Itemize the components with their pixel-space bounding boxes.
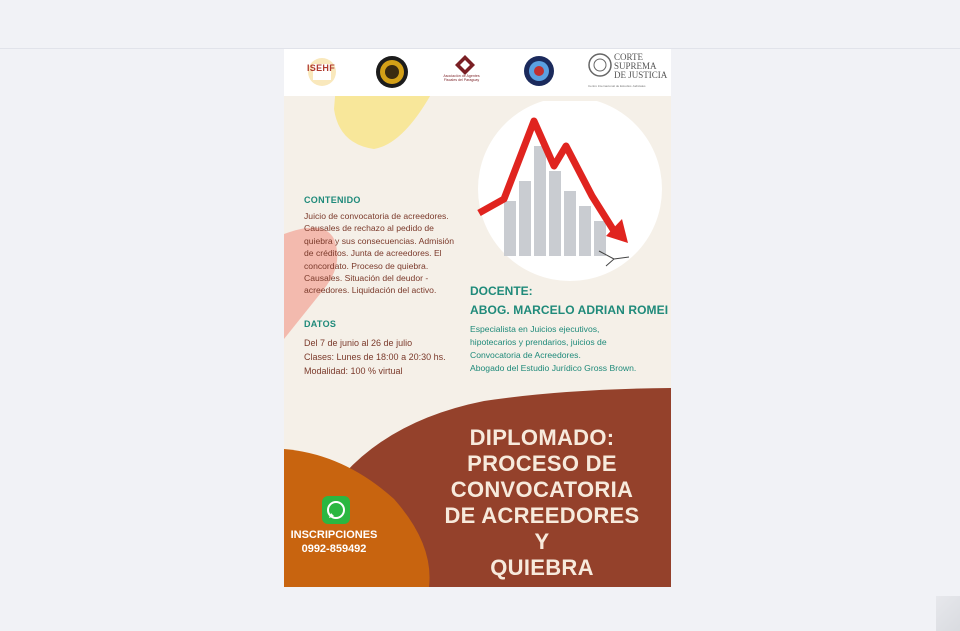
isehf-logo-text: ISEHF bbox=[307, 63, 336, 73]
datos-modality: Modalidad: 100 % virtual bbox=[304, 366, 403, 376]
seal-logo-1 bbox=[375, 55, 409, 89]
datos-schedule: Clases: Lunes de 18:00 a 20:30 hs. bbox=[304, 352, 446, 362]
browser-top-bar bbox=[0, 0, 960, 49]
falling-chart-icon bbox=[474, 101, 664, 291]
corte-suprema-seal bbox=[588, 53, 612, 77]
inscripciones-block bbox=[284, 528, 384, 556]
corner-thumbnail[interactable] bbox=[936, 596, 960, 631]
datos-text bbox=[304, 336, 474, 378]
whatsapp-glyph bbox=[322, 496, 350, 524]
inscripciones-phone: 0992-859492 bbox=[301, 543, 367, 555]
datos-heading: DATOS bbox=[304, 319, 337, 329]
contenido-text: Juicio de convocatoria de acreedores. Causales de rechazo al pedido de quiebra y sus consecuencias. Admisión de créditos. Junta de acreedores. El concordato. Proceso de quiebra. Causales. Situación del deudor - acreedores. Liquidación del activo. bbox=[304, 211, 454, 296]
corte-suprema-subtitle: Centro Internacional de Estudios Judiciales bbox=[588, 84, 646, 88]
poster-image bbox=[284, 49, 671, 587]
whatsapp-icon bbox=[322, 496, 350, 524]
logo-bar bbox=[284, 49, 671, 96]
diplomado-title: DIPLOMADO: PROCESO DE CONVOCATORIA DE ACREEDORES Y QUIEBRA bbox=[444, 425, 640, 580]
docente-heading: DOCENTE: bbox=[470, 284, 533, 298]
asociacion-logo bbox=[455, 55, 475, 75]
docente-description: Especialista en Juicios ejecutivos, hipotecarios y prendarios, juicios de Convocatoria de Acreedores. Abogado del Estudio Jurídico Gross Brown. bbox=[470, 324, 637, 373]
datos-dates: Del 7 de junio al 26 de julio bbox=[304, 338, 413, 348]
inscripciones-label: INSCRIPCIONES bbox=[290, 529, 378, 541]
corte-suprema-logo-text: CORTE SUPREMA DE JUSTICIA bbox=[614, 52, 668, 80]
contenido-heading: CONTENIDO bbox=[304, 195, 361, 205]
seal-logo-2 bbox=[523, 55, 555, 87]
asociacion-logo-text: Asociación de Agentes Fiscales del Paraguay bbox=[443, 74, 480, 82]
docente-name: ABOG. MARCELO ADRIAN ROMEI bbox=[470, 303, 669, 317]
